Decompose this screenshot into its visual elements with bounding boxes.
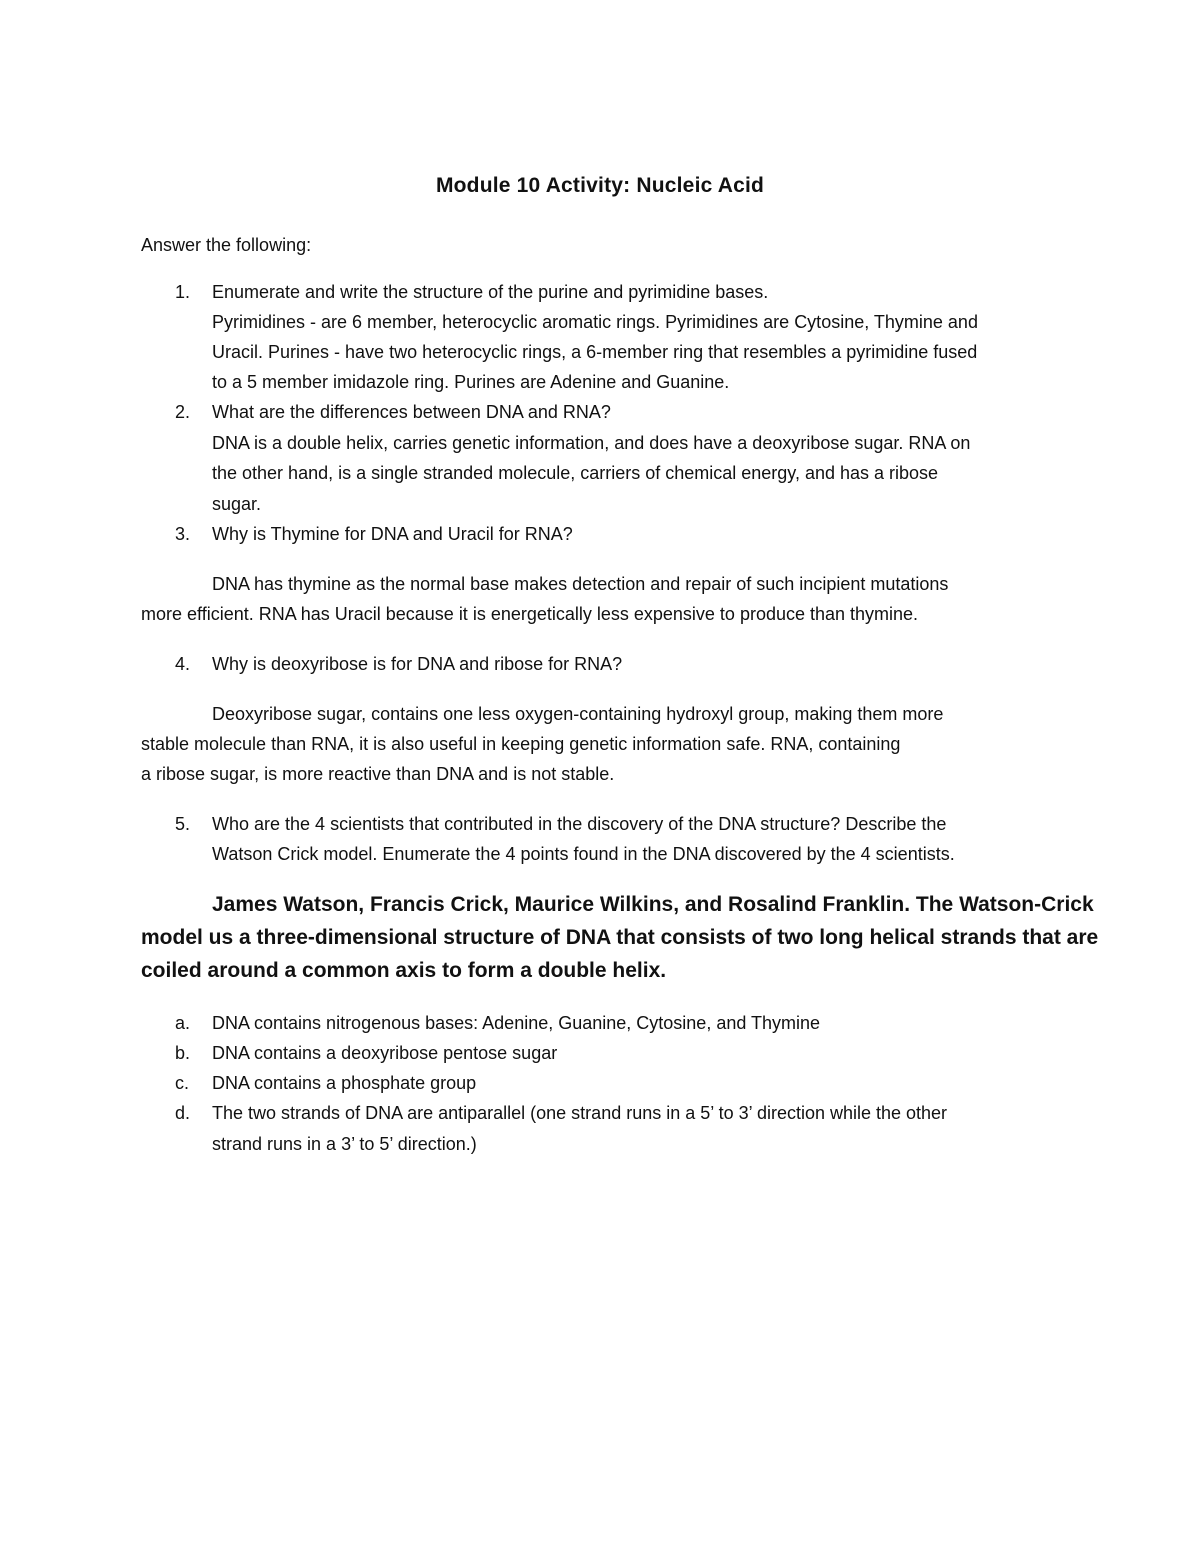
q4-question: Why is deoxyribose is for DNA and ribose for RNA? xyxy=(212,654,623,674)
q5-answer-line: James Watson, Francis Crick, Maurice Wilkins, and Rosalind Franklin. The Watson-Crick xyxy=(212,893,1094,916)
q3-question: Why is Thymine for DNA and Uracil for RNA? xyxy=(212,524,573,544)
point-text: The two strands of DNA are antiparallel (one strand runs in a 5’ to 3’ direction while the other xyxy=(212,1103,948,1123)
q2-question: What are the differences between DNA and RNA? xyxy=(212,402,611,422)
point-text: DNA contains a deoxyribose pentose sugar xyxy=(212,1043,558,1063)
point-letter: a. xyxy=(175,1013,191,1033)
point-text: strand runs in a 3’ to 5’ direction.) xyxy=(212,1134,477,1154)
q1-question: Enumerate and write the structure of the purine and pyrimidine bases. xyxy=(212,282,769,302)
q2-number: 2. xyxy=(175,402,191,422)
q3-answer-line: DNA has thymine as the normal base makes detection and repair of such incipient mutations xyxy=(212,574,949,594)
point-letter: b. xyxy=(175,1043,191,1063)
q5-answer-line: model us a three-dimensional structure of DNA that consists of two long helical strands that are xyxy=(141,926,1099,949)
q4-answer-line: a ribose sugar, is more reactive than DNA and is not stable. xyxy=(141,764,615,784)
point-letter: d. xyxy=(175,1103,191,1123)
q2-answer-line: DNA is a double helix, carries genetic information, and does have a deoxyribose sugar. RNA on xyxy=(212,433,971,453)
q5-question-line: Who are the 4 scientists that contributed in the discovery of the DNA structure? Describe the xyxy=(212,814,947,834)
q1-number: 1. xyxy=(175,282,191,302)
q4-number: 4. xyxy=(175,654,191,674)
q1-answer-line: Uracil. Purines - have two heterocyclic rings, a 6-member ring that resembles a pyrimidine fused xyxy=(212,342,978,362)
q5-number: 5. xyxy=(175,814,191,834)
page-title: Module 10 Activity: Nucleic Acid xyxy=(435,174,765,197)
q3-answer-line: more efficient. RNA has Uracil because it is energetically less expensive to produce than thymine. xyxy=(141,604,919,624)
q4-answer-line: stable molecule than RNA, it is also useful in keeping genetic information safe. RNA, containing xyxy=(141,734,901,754)
point-text: DNA contains nitrogenous bases: Adenine, Guanine, Cytosine, and Thymine xyxy=(212,1013,821,1033)
q1-answer-line: to a 5 member imidazole ring. Purines are Adenine and Guanine. xyxy=(212,372,730,392)
point-letter: c. xyxy=(175,1073,190,1093)
q2-answer-line: the other hand, is a single stranded molecule, carriers of chemical energy, and has a ribose xyxy=(212,463,939,483)
q2-answer-line: sugar. xyxy=(212,494,262,514)
q5-question-line: Watson Crick model. Enumerate the 4 points found in the DNA discovered by the 4 scientists. xyxy=(212,844,955,864)
q5-answer-line: coiled around a common axis to form a double helix. xyxy=(141,959,667,982)
q1-answer-line: Pyrimidines - are 6 member, heterocyclic aromatic rings. Pyrimidines are Cytosine, Thymine and xyxy=(212,312,978,332)
q3-number: 3. xyxy=(175,524,191,544)
instruction-text: Answer the following: xyxy=(141,235,312,255)
point-text: DNA contains a phosphate group xyxy=(212,1073,477,1093)
q4-answer-line: Deoxyribose sugar, contains one less oxygen-containing hydroxyl group, making them more xyxy=(212,704,944,724)
